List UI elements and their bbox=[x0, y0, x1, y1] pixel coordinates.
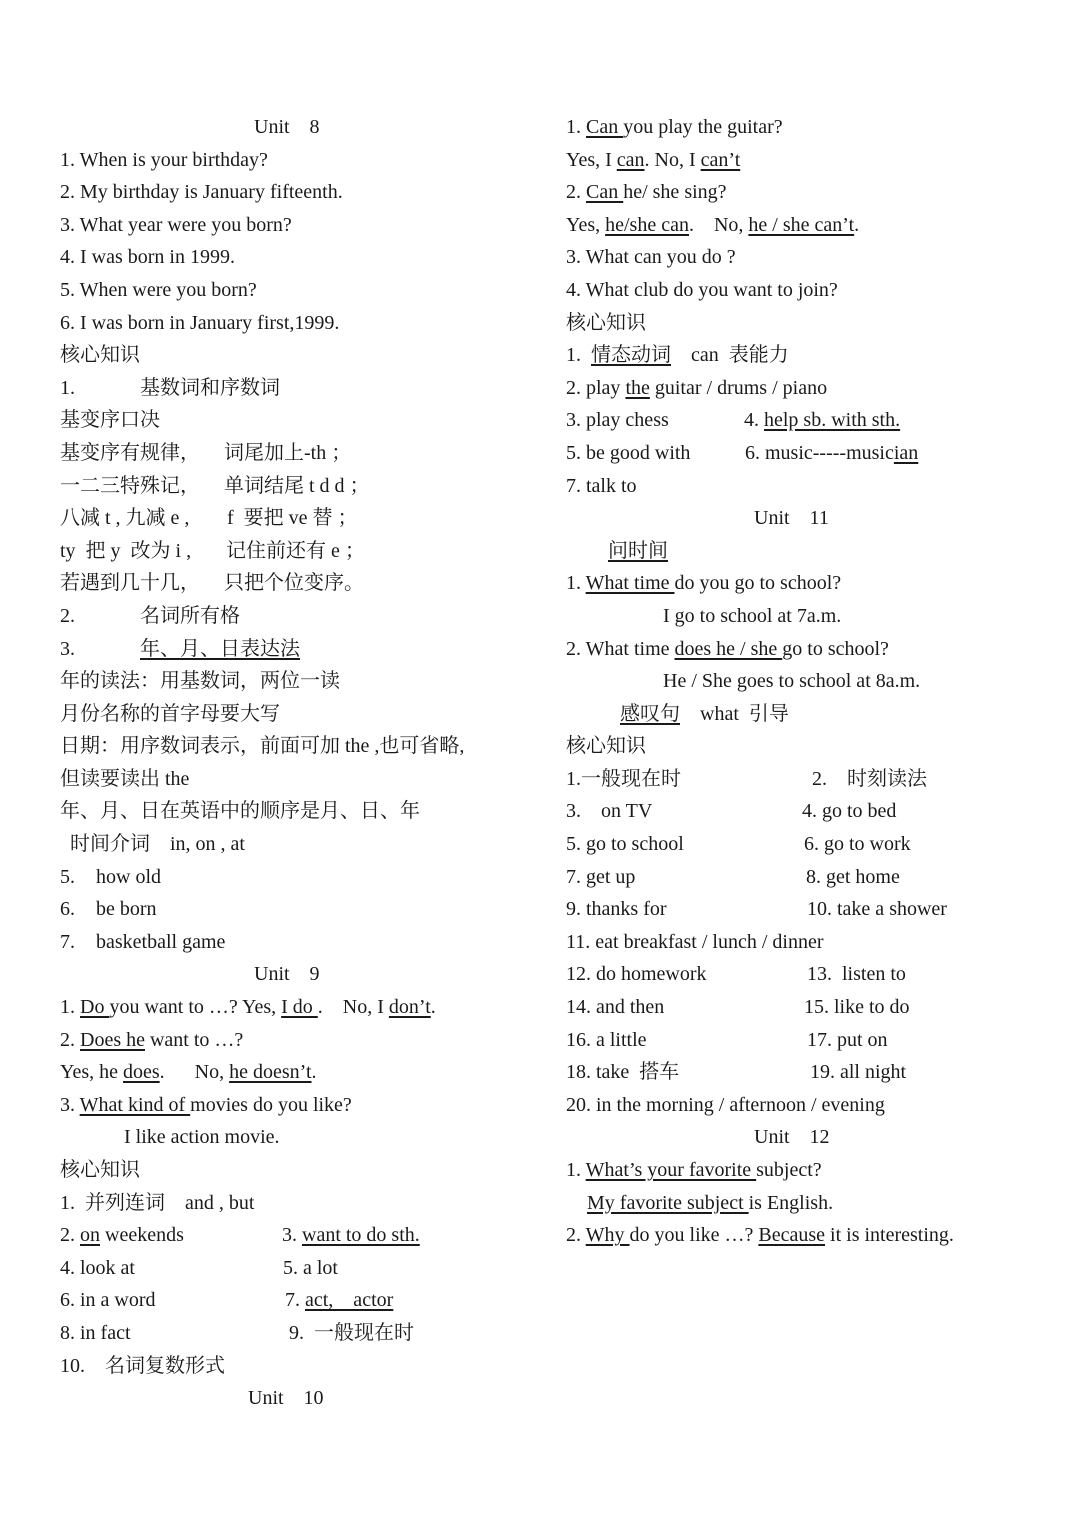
unit8-sentence-6: 6. I was born in January first,1999. bbox=[60, 311, 340, 334]
unit8-sentence-1: 1. When is your birthday? bbox=[60, 148, 268, 171]
unit8-knowledge-2: 2. 名词所有格 bbox=[60, 604, 240, 627]
unit11-knowledge-row: 12. do homework 13. listen to bbox=[566, 963, 906, 986]
unit8-note: 年的读法：用基数词，两位一读 bbox=[60, 670, 340, 693]
unit8-item: 6. be born bbox=[60, 898, 157, 921]
unit8-rhyme-line: 八减 t , 九减 e , f 要把 ve 替 ； bbox=[60, 507, 358, 530]
unit11-sentence-2: 2. What time does he / she go to school? bbox=[566, 637, 889, 660]
unit11-knowledge-20: 20. in the morning / afternoon / evening bbox=[566, 1093, 885, 1116]
unit12-sentence-1: 1. What’s your favorite subject? bbox=[566, 1159, 822, 1181]
unit8-rhyme-line: 基变序有规律， 词尾加上-th ； bbox=[60, 441, 352, 464]
unit12-sentence-2: 2. Why do you like …? Because it is interesting. bbox=[566, 1224, 954, 1247]
unit11-knowledge-11: 11. eat breakfast / lunch / dinner bbox=[566, 930, 824, 953]
unit10-sentence-2: 2. Can he/ she sing? bbox=[566, 181, 727, 204]
unit8-note: 时间介词 in, on , at bbox=[60, 833, 245, 856]
unit9-knowledge-row: 8. in fact 9. 一般现在时 bbox=[60, 1321, 414, 1344]
unit8-rhyme-line: 一二三特殊记， 单词结尾 t d d ； bbox=[60, 474, 370, 497]
unit11-ask-time: 问时间 bbox=[608, 539, 668, 562]
unit12-title: Unit 12 bbox=[754, 1126, 830, 1149]
unit9-knowledge-row: 4. look at 5. a lot bbox=[60, 1256, 338, 1279]
unit10-knowledge-7: 7. talk to bbox=[566, 474, 637, 497]
unit9-knowledge-row: 6. in a word 7. act, actor bbox=[60, 1289, 394, 1312]
unit9-title: Unit 9 bbox=[254, 963, 320, 986]
unit12-answer-1: My favorite subject is English. bbox=[587, 1191, 834, 1214]
unit8-note: 但读要读出 the bbox=[60, 767, 190, 790]
unit9-sentence-2: 2. Does he want to …? bbox=[60, 1028, 244, 1051]
unit9-core-title: 核心知识 bbox=[60, 1159, 140, 1181]
unit11-title: Unit 11 bbox=[754, 507, 829, 530]
unit10-knowledge-row: 5. be good with 6. music-----musician bbox=[566, 441, 919, 464]
unit11-knowledge-row: 16. a little 17. put on bbox=[566, 1028, 888, 1051]
unit11-knowledge-row: 7. get up 8. get home bbox=[566, 865, 900, 888]
unit11-core-title: 核心知识 bbox=[566, 735, 646, 758]
unit11-knowledge-row: 1.一般现在时 2. 时刻读法 bbox=[566, 767, 927, 790]
unit8-core-title: 核心知识 bbox=[60, 344, 140, 367]
unit11-knowledge-row: 9. thanks for 10. take a shower bbox=[566, 898, 947, 921]
unit8-item: 7. basketball game bbox=[60, 930, 226, 953]
unit10-answer-2: Yes, he/she can. No, he / she can’t. bbox=[566, 213, 860, 236]
unit10-knowledge-2: 2. play the guitar / drums / piano bbox=[566, 376, 828, 399]
unit9-knowledge-1: 1. 并列连词 and , but bbox=[60, 1191, 255, 1214]
unit10-core-title: 核心知识 bbox=[566, 311, 646, 334]
unit8-sentence-4: 4. I was born in 1999. bbox=[60, 246, 235, 269]
unit9-answer-3: I like action movie. bbox=[124, 1126, 280, 1149]
unit11-exclamation: 感叹句 what 引导 bbox=[620, 702, 789, 725]
unit10-knowledge-row: 3. play chess 4. help sb. with sth. bbox=[566, 409, 901, 432]
unit9-sentence-3: 3. What kind of movies do you like? bbox=[60, 1093, 352, 1116]
unit8-note: 月份名称的首字母要大写 bbox=[60, 702, 280, 725]
unit8-knowledge-1: 1. 基数词和序数词 bbox=[60, 376, 280, 399]
unit8-sentence-3: 3. What year were you born? bbox=[60, 213, 292, 236]
unit11-knowledge-row: 3. on TV 4. go to bed bbox=[566, 800, 897, 823]
unit8-title: Unit 8 bbox=[254, 116, 320, 138]
unit10-knowledge-1: 1. 情态动词 can 表能力 bbox=[566, 344, 789, 367]
left-column bbox=[60, 111, 540, 1415]
unit10-sentence-4: 4. What club do you want to join? bbox=[566, 278, 838, 301]
unit8-rhyme-line: ty 把 y 改为 i , 记住前还有 e ； bbox=[60, 539, 365, 562]
unit11-knowledge-row: 14. and then 15. like to do bbox=[566, 996, 910, 1019]
unit8-item: 5. how old bbox=[60, 865, 161, 888]
unit8-sentence-5: 5. When were you born? bbox=[60, 278, 257, 301]
unit9-sentence-1: 1. Do you want to …? Yes, I do . No, I don’t. bbox=[60, 996, 436, 1019]
unit11-answer-1: I go to school at 7a.m. bbox=[663, 604, 842, 627]
unit10-sentence-1: 1. Can you play the guitar? bbox=[566, 116, 783, 138]
unit10-sentence-3: 3. What can you do ? bbox=[566, 246, 736, 269]
unit9-knowledge-10: 10. 名词复数形式 bbox=[60, 1354, 225, 1377]
unit10-answer-1: Yes, I can. No, I can’t bbox=[566, 148, 741, 171]
unit8-knowledge-3: 3. 年、月、日表达法 bbox=[60, 637, 300, 660]
unit10-title: Unit 10 bbox=[248, 1387, 324, 1410]
unit9-answer-2: Yes, he does. No, he doesn’t. bbox=[60, 1061, 317, 1084]
unit11-answer-2: He / She goes to school at 8a.m. bbox=[663, 670, 921, 693]
unit8-note: 日期：用序数词表示，前面可加 the ,也可省略, bbox=[60, 735, 465, 758]
unit11-sentence-1: 1. What time do you go to school? bbox=[566, 572, 842, 595]
unit8-rhyme-line: 若遇到几十几， 只把个位变序。 bbox=[60, 572, 364, 595]
unit11-knowledge-row: 5. go to school 6. go to work bbox=[566, 833, 911, 856]
unit9-knowledge-row: 2. on weekends 3. want to do sth. bbox=[60, 1224, 420, 1247]
unit8-rhyme-title: 基变序口决 bbox=[60, 409, 160, 432]
unit11-knowledge-row: 18. take 搭车 19. all night bbox=[566, 1061, 907, 1084]
unit8-note: 年、月、日在英语中的顺序是月、日、年 bbox=[60, 800, 420, 823]
unit8-sentence-2: 2. My birthday is January fifteenth. bbox=[60, 181, 343, 204]
right-column bbox=[566, 111, 1066, 1252]
